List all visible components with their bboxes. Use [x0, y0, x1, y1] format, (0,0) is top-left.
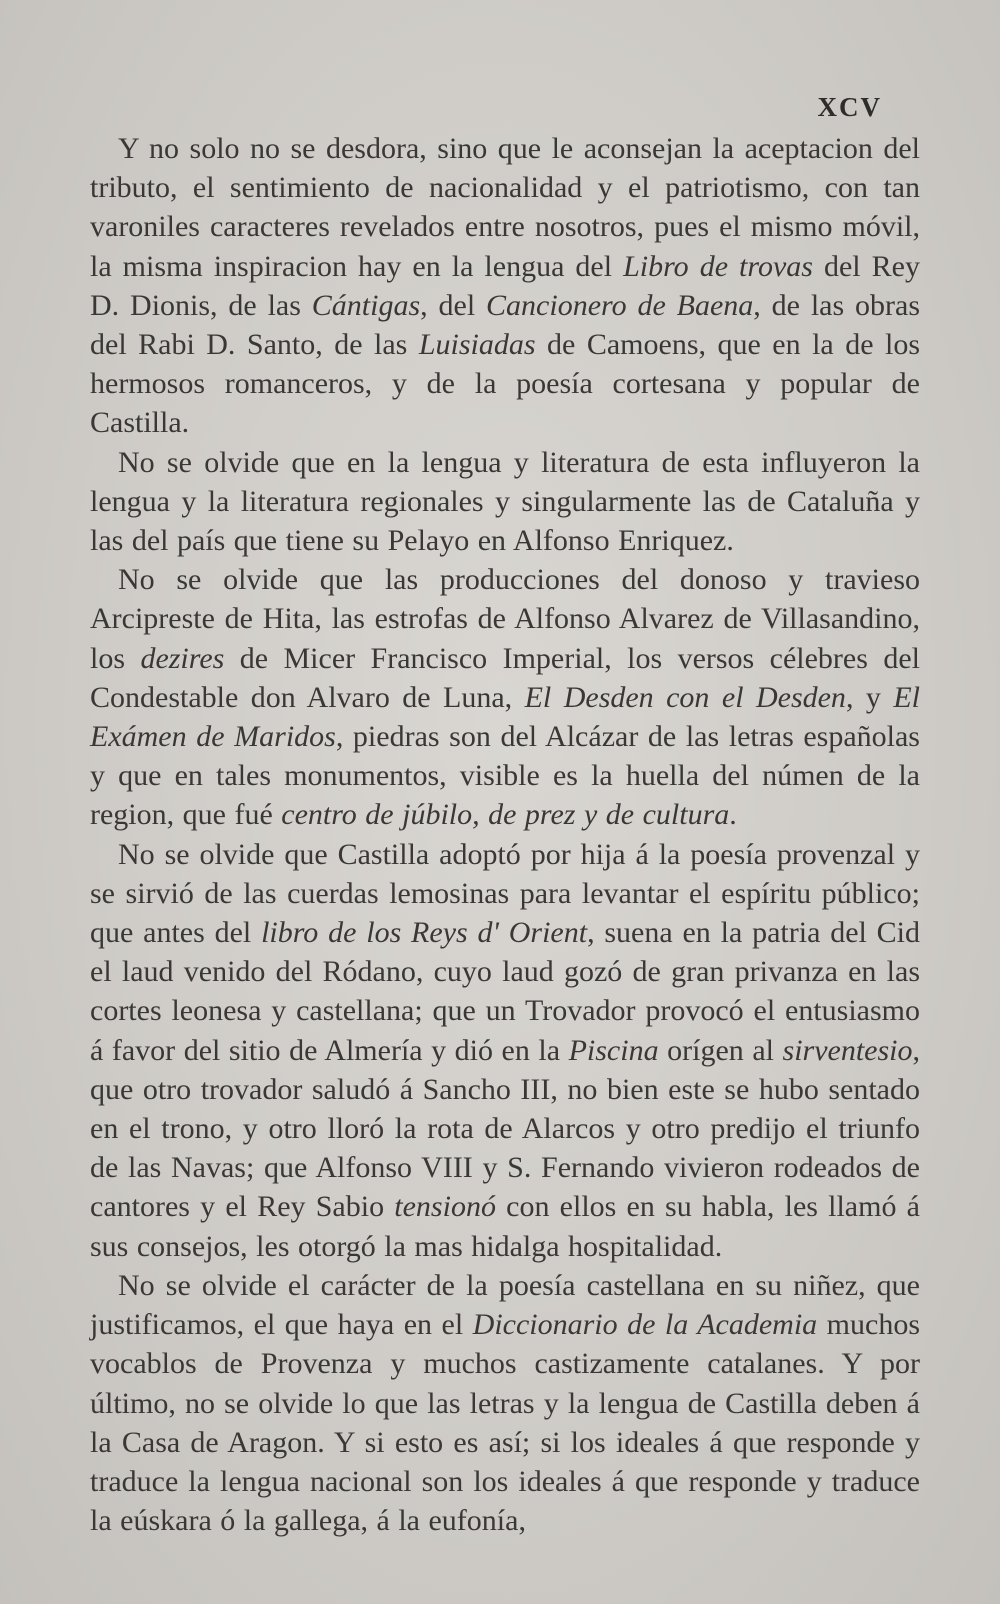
- page-number: XCV: [817, 92, 882, 122]
- paragraph: [90, 560, 920, 834]
- text-run: , que otro trovador saludó á Sancho III, no bien este se hubo sentado en el trono, y otro lloró la rota de Alarcos y otro predijo el triunfo de las Navas; que Alfonso VIII y S. Fernando vivieron rodeados de cantores y el Rey Sabio: [90, 1033, 920, 1224]
- italic-title: Luisiadas: [418, 328, 536, 362]
- text-run: Y no solo no se desdora, sino que le aconsejan la aceptacion del tributo, el sentimiento de nacionalidad y el patriotismo, con tan varoniles caracteres revelados entre nosotros, pues el mismo móvil, la misma inspiracion hay en la lengua del: [90, 132, 920, 283]
- italic-title: Libro de trovas: [623, 249, 813, 283]
- paragraph: [90, 1266, 920, 1540]
- italic-title: dezires: [140, 641, 225, 675]
- italic-title: Cántigas: [311, 288, 421, 322]
- text-run: No se olvide que Castilla adoptó por hija á la poesía provenzal y se sirvió de las cuerdas lemosinas para levantar el espíritu público; que antes del: [90, 837, 920, 950]
- italic-title: sirventesio: [782, 1033, 913, 1067]
- text-run: de Camoens, que en la de los hermosos romanceros, y de la poesía cortesana y popular de Castilla.: [90, 328, 921, 440]
- paragraph: [90, 835, 920, 1266]
- text-run: , de las obras del Rabi D. Santo, de las: [90, 288, 921, 362]
- text-run: .: [729, 798, 737, 832]
- text-run: No se olvide que en la lengua y literatura de esta influyeron la lengua y la literatura regionales y singularmente las de Cataluña y las del país que tiene su Pelayo en Alfonso Enriquez.: [90, 445, 920, 558]
- text-run: , y: [845, 680, 894, 714]
- text-run: de Micer Francisco Imperial, los versos célebres del Condestable don Alvaro de Luna,: [90, 641, 920, 714]
- text-run: orígen al: [658, 1033, 783, 1067]
- paragraph: [90, 443, 920, 561]
- italic-title: Piscina: [568, 1033, 659, 1067]
- text-run: No se olvide que las producciones del donoso y travieso Arcipreste de Hita, las estrofas de Alfonso Alvarez de Villasandino, los: [90, 563, 920, 675]
- text-run: con ellos en su habla, les llamó á sus consejos, les otorgó la mas hidalga hospitalidad.: [90, 1190, 920, 1263]
- text-run: , suena en la patria del Cid el laud venido del Ródano, cuyo laud gozó de gran privanza en las cortes leonesa y castellana; que un Trovador provocó el entusiasmo á favor del sitio de Almería y dió en la: [90, 916, 921, 1067]
- italic-title: Diccionario de la Academia: [472, 1308, 818, 1342]
- text-run: del Rey D. Dionis, de las: [90, 249, 920, 322]
- text-run: , piedras son del Alcázar de las letras españolas y que en tales monumentos, visible es la huella del númen de la region, que fué: [90, 720, 920, 832]
- body-text: [90, 129, 920, 1540]
- text-run: , del: [420, 288, 487, 322]
- paragraph: [90, 129, 920, 443]
- italic-title: El Desden con el Desden: [524, 680, 846, 714]
- italic-title: centro de júbilo, de prez y de cultura: [281, 798, 730, 832]
- italic-title: libro de los Reys d' Orient: [261, 916, 588, 950]
- italic-title: tensionó: [394, 1190, 496, 1224]
- italic-title: El Exámen de Maridos: [90, 680, 920, 754]
- text-run: No se olvide el carácter de la poesía castellana en su niñez, que justificamos, el que haya en el: [90, 1268, 920, 1342]
- italic-title: Cancionero de Baena: [486, 288, 754, 322]
- text-run: muchos vocablos de Provenza y muchos castizamente catalanes. Y por último, no se olvide lo que las letras y la lengua de Castilla deben á la Casa de Aragon. Y si esto es así; si los ideales á que responde y traduce la lengua nacional son los ideales á que responde y traduce la eúskara ó la gallega, á la eufonía,: [90, 1308, 920, 1538]
